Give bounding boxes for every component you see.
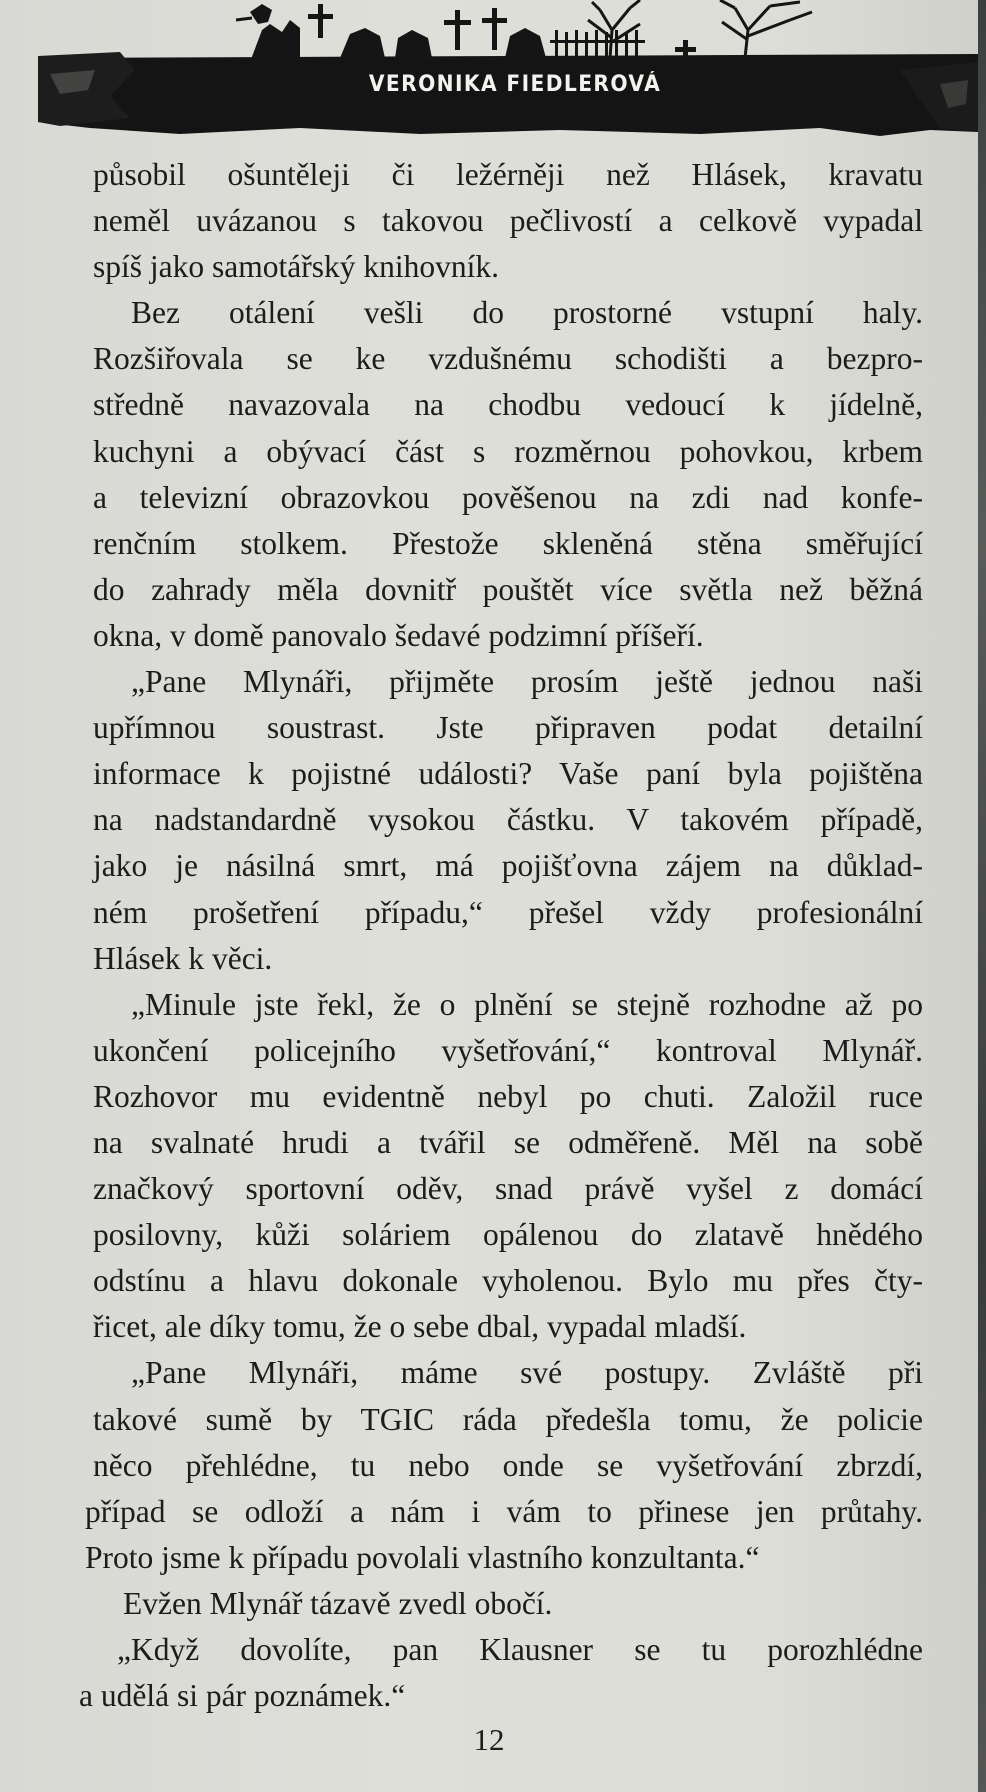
text-line: a udělá si pár poznámek.“ bbox=[79, 1678, 406, 1714]
text-line: středně navazovala na chodbu vedoucí k jídelně, bbox=[93, 387, 923, 423]
text-line: Hlásek k věci. bbox=[93, 940, 273, 976]
body-text bbox=[79, 152, 923, 1719]
text-line: posilovny, kůži soláriem opálenou do zlatavě hnědého bbox=[93, 1217, 923, 1253]
text-line: „Pane Mlynáři, přijměte prosím ještě jednou naši bbox=[131, 664, 923, 700]
text-line: Bez otálení vešli do prostorné vstupní haly. bbox=[131, 295, 923, 331]
page-edge bbox=[978, 0, 986, 1792]
text-line: takové sumě by TGIC ráda předešla tomu, že policie bbox=[93, 1401, 923, 1437]
text-line: a televizní obrazovkou pověšenou na zdi nad konfe- bbox=[93, 479, 923, 515]
page-number: 12 bbox=[473, 1722, 505, 1757]
text-line: řicet, ale díky tomu, že o sebe dbal, vypadal mladší. bbox=[93, 1309, 747, 1345]
text-line: značkový sportovní oděv, snad právě vyšel z domácí bbox=[93, 1171, 923, 1207]
text-line: renčním stolkem. Přestože skleněná stěna směřující bbox=[93, 525, 923, 561]
text-line: upřímnou soustrast. Jste připraven podat detailní bbox=[93, 710, 923, 746]
text-line: informace k pojistné události? Vaše paní byla pojištěna bbox=[93, 756, 923, 792]
text-line: „Pane Mlynáři, máme své postupy. Zvláště při bbox=[131, 1355, 923, 1391]
text-line: neměl uvázanou s takovou pečlivostí a celkově vypadal bbox=[93, 203, 923, 239]
text-line: případ se odloží a nám i vám to přinese jen průtahy. bbox=[85, 1493, 923, 1529]
text-line: „Minule jste řekl, že o plnění se stejně rozhodne až po bbox=[131, 986, 923, 1022]
text-line: na nadstandardně vysokou částku. V takovém případě, bbox=[93, 802, 923, 838]
text-line: jako je násilná smrt, má pojišťovna zájem na důklad- bbox=[93, 848, 923, 884]
text-line: na svalnaté hrudi a tvářil se odměřeně. Měl na sobě bbox=[93, 1124, 923, 1160]
text-line: do zahrady měla dovnitř pouštět více světla než běžná bbox=[93, 571, 923, 607]
text-line: Evžen Mlynář tázavě zvedl obočí. bbox=[123, 1585, 553, 1621]
text-line: ukončení policejního vyšetřování,“ kontroval Mlynář. bbox=[93, 1032, 923, 1068]
text-line: Rozhovor mu evidentně nebyl po chuti. Založil ruce bbox=[93, 1078, 923, 1114]
text-line: „Když dovolíte, pan Klausner se tu porozhlédne bbox=[117, 1632, 923, 1667]
text-line: Rozšiřovala se ke vzdušnému schodišti a bezpro- bbox=[93, 341, 923, 377]
text-line: okna, v domě panovalo šedavé podzimní příšeří. bbox=[93, 617, 704, 653]
text-line: odstínu a hlavu dokonale vyholenou. Bylo mu přes čty- bbox=[93, 1263, 923, 1299]
text-line: Proto jsme k případu povolali vlastního konzultanta.“ bbox=[85, 1539, 760, 1575]
text-line: kuchyni a obývací část s rozměrnou pohovkou, krbem bbox=[93, 433, 923, 469]
running-header bbox=[0, 0, 978, 145]
text-line: ném prošetření případu,“ přešel vždy profesionální bbox=[93, 894, 923, 930]
text-line: něco přehlédne, tu nebo onde se vyšetřování zbrzdí, bbox=[93, 1447, 923, 1483]
text-line: spíš jako samotářský knihovník. bbox=[93, 249, 499, 285]
text-line: působil ošuntěleji či ležérněji než Hlásek, kravatu bbox=[93, 157, 923, 192]
author-name: VERONIKA FIEDLEROVÁ bbox=[368, 72, 662, 97]
